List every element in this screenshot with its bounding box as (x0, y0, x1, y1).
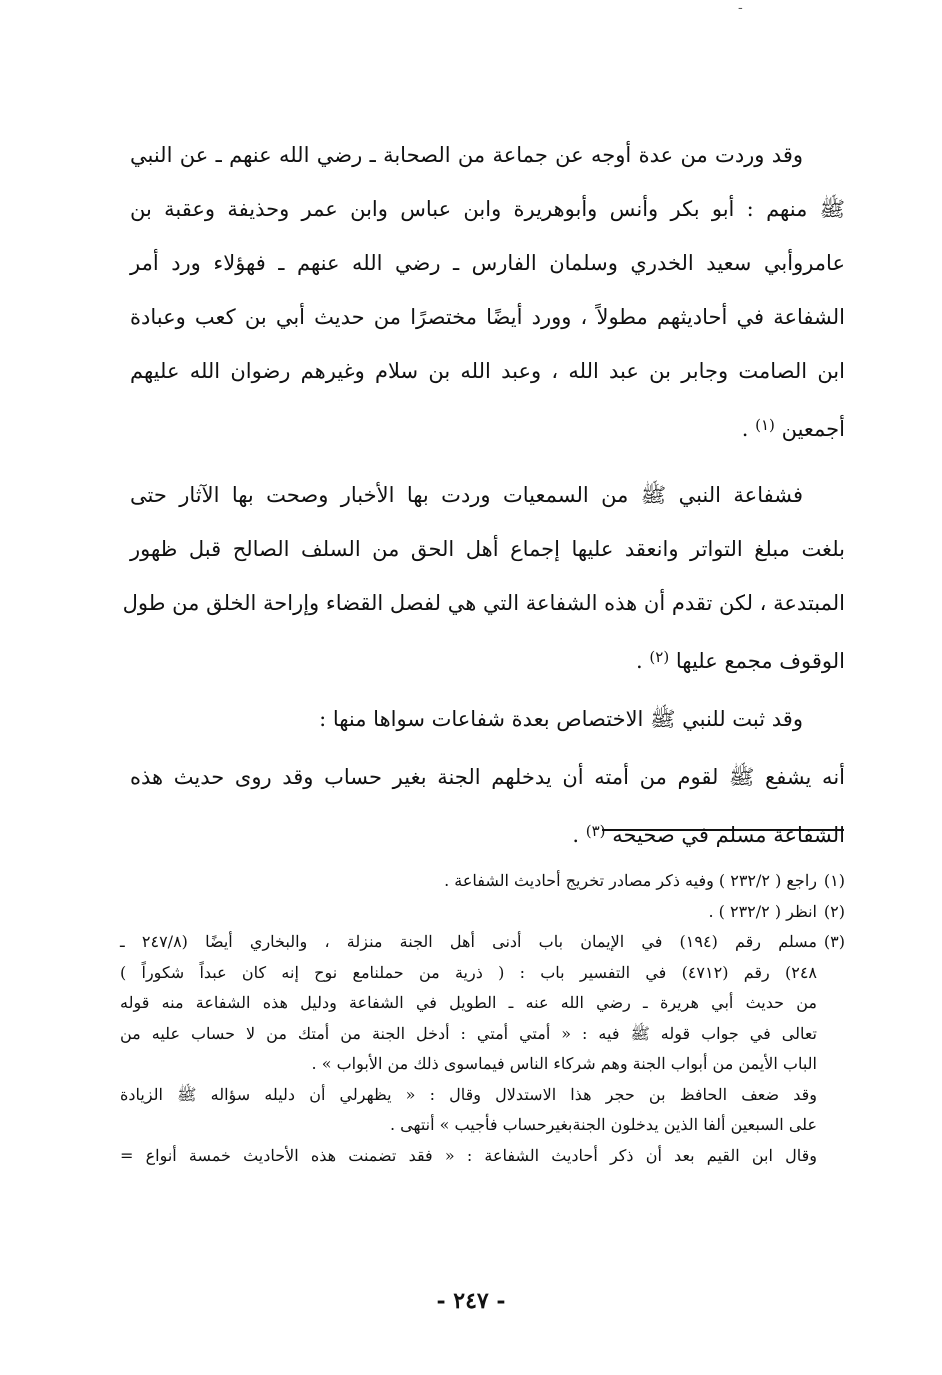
footnote-text: مسلم رقم (١٩٤) في الإيمان باب أدنى أهل الجنة منزلة ، والبخاري أيضًا (٢٤٧/٨ ـ (120, 932, 818, 951)
footnote-line: الباب الأيمن من أبواب الجنة وهم شركاء الناس فيماسوى ذلك من الأبواب » . (311, 1054, 817, 1073)
footnotes (120, 866, 845, 1171)
paragraph (130, 750, 845, 862)
main-text (122, 128, 845, 862)
paragraph (130, 128, 845, 456)
text-line: فشفاعة النبي ﷺ من السمعيات وردت بها الأخبار وصحت بها الآثار حتى (130, 483, 803, 507)
text-line-content: الوقوف مجمع عليها (675, 649, 845, 673)
footnote-line: من حديث أبي هريرة ـ رضي الله عنه ـ الطويل في الشفاعة ودليل هذه الشفاعة منه قوله (120, 993, 817, 1012)
footnote-line: على السبعين ألفا الذين يدخلون الجنةبغيرحساب فأجيب » أنتهى . (389, 1115, 817, 1134)
text-line: ابن الصامت وجابر بن عبد الله ، وعبد الله بن سلام وغيرهم رضوان الله عليهم (130, 359, 845, 383)
footnote-line (120, 927, 845, 958)
text-line: وقد وردت من عدة أوجه عن جماعة من الصحابة ـ رضي الله عنهم ـ عن النبي (130, 143, 803, 167)
footnote-line (120, 897, 845, 928)
footnote-line: ٢٤٨) رقم (٤٧١٢) في التفسير باب : ( ذرية من حملنامع نوح إنه كان عبداً شكوراً ) (120, 962, 817, 982)
sentence-end: . (741, 417, 749, 441)
paragraph (130, 692, 845, 746)
paragraph (122, 468, 845, 688)
footnote-line (120, 866, 845, 897)
text-line-content: أجمعين (781, 417, 845, 441)
footnote-number: (٣) (823, 932, 846, 951)
sentence-end: . (636, 649, 643, 673)
footnote-ref[interactable]: (٣) (585, 822, 606, 840)
text-line: عامروأبي سعيد الخدري وسلمان الفارس ـ رضي الله عنهم ـ فهؤلاء ورد أمر (130, 251, 845, 275)
footnote-line: تعالى في جواب قوله ﷺ فيه : « أمتي أمتي : أدخل الجنة من أمتك من لا حساب عليه من (120, 1023, 817, 1043)
text-line: أنه يشفع ﷺ لقوم من أمته أن يدخلهم الجنة بغير حساب وقد روى حديث هذه (130, 765, 845, 789)
page-number: - ٢٤٧ - (436, 1288, 506, 1314)
footnote-ref[interactable]: (٢) (649, 648, 670, 666)
text-line-last (130, 804, 845, 862)
footnote-line: وقال ابن القيم بعد أن ذكر أحاديث الشفاعة : « فقد تضمنت هذه الأحاديث خمسة أنواع = (120, 1145, 817, 1165)
footnote-number: (١) (823, 871, 845, 890)
footnote-line: وقد ضعف الحافظ بن حجر هذا الاستدلال وقال : « يظهرلي أن دليله سؤاله ﷺ الزيادة (120, 1084, 817, 1104)
footnote-number: (٢) (823, 901, 845, 921)
footnote-text: انظر ( ٢٣٢/٢ ) . (708, 901, 817, 921)
footnote-text: راجع ( ٢٣٢/٢ ) وفيه ذكر مصادر تخريج أحاديث الشفاعة . (444, 871, 817, 890)
footnote-divider (602, 829, 844, 831)
text-line: المبتدعة ، لكن تقدم أن هذه الشفاعة التي هي لفصل القضاء وإراحة الخلق من طول (122, 591, 845, 615)
text-line-content: الشفاعة مسلم في صحيحه (612, 823, 845, 847)
text-line: الشفاعة في أحاديثهم مطولاً ، وورد أيضًا مختصرًا من حديث أبي بن كعب وعبادة (130, 305, 845, 329)
sentence-end: . (572, 823, 580, 847)
text-line-last (130, 630, 845, 688)
text-line: بلغت مبلغ التواتر وانعقد عليها إجماع أهل الحق من السلف الصالح قبل ظهور (130, 537, 845, 561)
text-line-last (130, 398, 845, 456)
text-line: وقد ثبت للنبي ﷺ الاختصاص بعدة شفاعات سواها منها : (319, 707, 803, 731)
corner-mark: - (738, 0, 743, 16)
footnote-ref[interactable]: (١) (755, 416, 775, 434)
text-line: ﷺ منهم : أبو بكر وأنس وأبوهريرة وابن عباس وابن عمر وحذيفة وعقبة بن (130, 197, 845, 221)
